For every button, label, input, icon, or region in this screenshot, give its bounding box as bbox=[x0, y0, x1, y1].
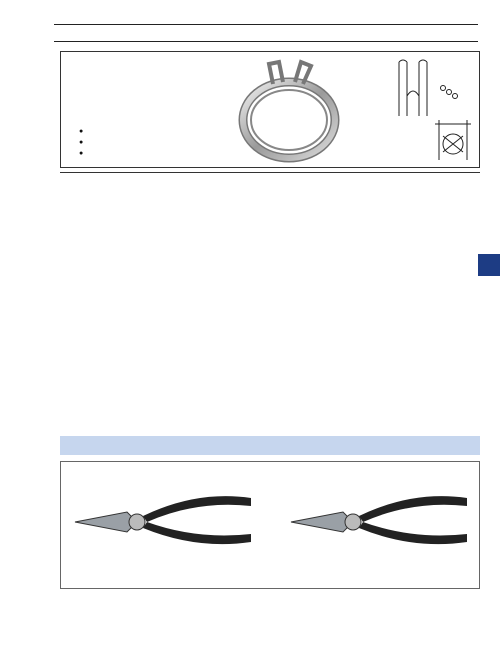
feature-item bbox=[79, 137, 89, 148]
clamp-dimension-diagram bbox=[359, 56, 477, 164]
metric-band bbox=[60, 436, 480, 455]
plier-tool-icon bbox=[67, 482, 257, 554]
clamp-dimensions-table bbox=[60, 172, 480, 173]
hose-clamp-image bbox=[229, 58, 349, 164]
header-rule bbox=[54, 24, 478, 25]
product-box bbox=[60, 51, 480, 168]
feature-item bbox=[79, 148, 89, 159]
pliers-panel bbox=[60, 461, 480, 589]
section-tab[interactable] bbox=[478, 254, 500, 276]
feature-list bbox=[79, 126, 89, 159]
plier-tool-icon bbox=[283, 482, 473, 554]
feature-item bbox=[79, 126, 89, 137]
header-rule-2 bbox=[54, 41, 478, 42]
